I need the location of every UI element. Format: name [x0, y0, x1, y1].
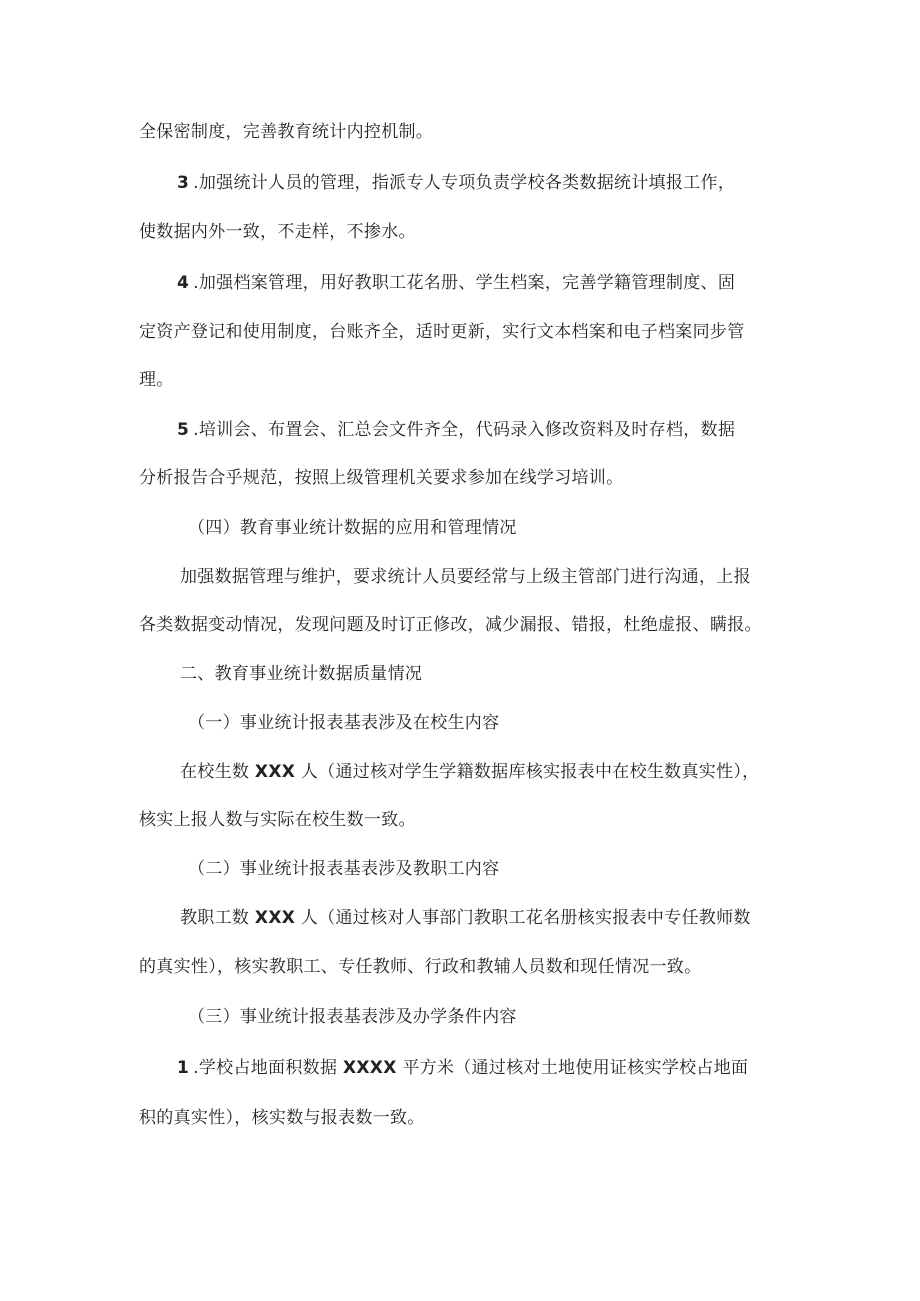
- text: 分析报告合乎规范，按照上级管理机关要求参加在线学习培训。: [139, 468, 624, 488]
- text: .加强统计人员的管理，指派专人专项负责学校各类数据统计填报工作，: [193, 173, 736, 193]
- paragraph-line: [177, 1057, 748, 1079]
- section-heading: [188, 517, 517, 539]
- paragraph-line: [139, 369, 174, 391]
- paragraph-line: [177, 272, 735, 294]
- placeholder-value: XXXX: [342, 1058, 397, 1078]
- text: 定资产登记和使用制度，台账齐全，适时更新，实行文本档案和电子档案同步管: [139, 322, 745, 342]
- paragraph-line: [177, 419, 735, 441]
- paragraph-line: [139, 1107, 425, 1129]
- placeholder-value: XXX: [254, 762, 296, 782]
- paragraph-line: [180, 566, 751, 588]
- text: 人（通过核对人事部门教职工花名册核实报表中专任教师数: [300, 908, 751, 928]
- text: .培训会、布置会、汇总会文件齐全，代码录入修改资料及时存档，数据: [193, 420, 736, 440]
- section-heading: [180, 663, 422, 685]
- text: （二）事业统计报表基表涉及教职工内容: [188, 859, 500, 879]
- paragraph-line: [177, 172, 735, 194]
- list-number: 1: [177, 1058, 190, 1078]
- section-heading: [188, 858, 499, 880]
- text: 加强数据管理与维护，要求统计人员要经常与上级主管部门进行沟通，上报: [180, 567, 751, 587]
- list-number: 4: [177, 273, 190, 293]
- text: 平方米（通过核对土地使用证核实学校占地面: [402, 1058, 749, 1078]
- text: 教职工数: [180, 908, 250, 928]
- text: .加强档案管理，用好教职工花名册、学生档案，完善学籍管理制度、固: [193, 273, 736, 293]
- text: 积的真实性），核实数与报表数一致。: [139, 1108, 425, 1128]
- section-heading: [188, 712, 499, 734]
- paragraph-line: [180, 761, 759, 783]
- paragraph-line: [139, 956, 701, 978]
- text: .学校占地面积数据: [193, 1058, 338, 1078]
- text: 使数据内外一致，不走样，不掺水。: [139, 222, 416, 242]
- text: 理。: [139, 370, 174, 390]
- paragraph-line: [139, 467, 623, 489]
- list-number: 5: [177, 420, 190, 440]
- text: 全保密制度，完善教育统计内控机制。: [139, 122, 434, 142]
- section-heading: [188, 1006, 517, 1028]
- text: （三）事业统计报表基表涉及办学条件内容: [188, 1007, 517, 1027]
- text: 在校生数: [180, 762, 250, 782]
- text: 人（通过核对学生学籍数据库核实报表中在校生数真实性），: [300, 762, 760, 782]
- paragraph-line: [139, 221, 416, 243]
- paragraph-line: [180, 907, 751, 929]
- paragraph-line: [139, 614, 762, 636]
- text: 核实上报人数与实际在校生数一致。: [139, 810, 416, 830]
- list-number: 3: [177, 173, 190, 193]
- text: （四）教育事业统计数据的应用和管理情况: [188, 518, 517, 538]
- paragraph-line: [139, 809, 416, 831]
- text: 各类数据变动情况，发现问题及时订正修改，减少漏报、错报，杜绝虚报、瞒报。: [139, 615, 762, 635]
- paragraph-line: [139, 121, 433, 143]
- placeholder-value: XXX: [254, 908, 296, 928]
- paragraph-line: [139, 321, 745, 343]
- text: （一）事业统计报表基表涉及在校生内容: [188, 713, 500, 733]
- text: 二、教育事业统计数据质量情况: [180, 664, 423, 684]
- text: 的真实性），核实教职工、专任教师、行政和教辅人员数和现任情况一致。: [139, 957, 702, 977]
